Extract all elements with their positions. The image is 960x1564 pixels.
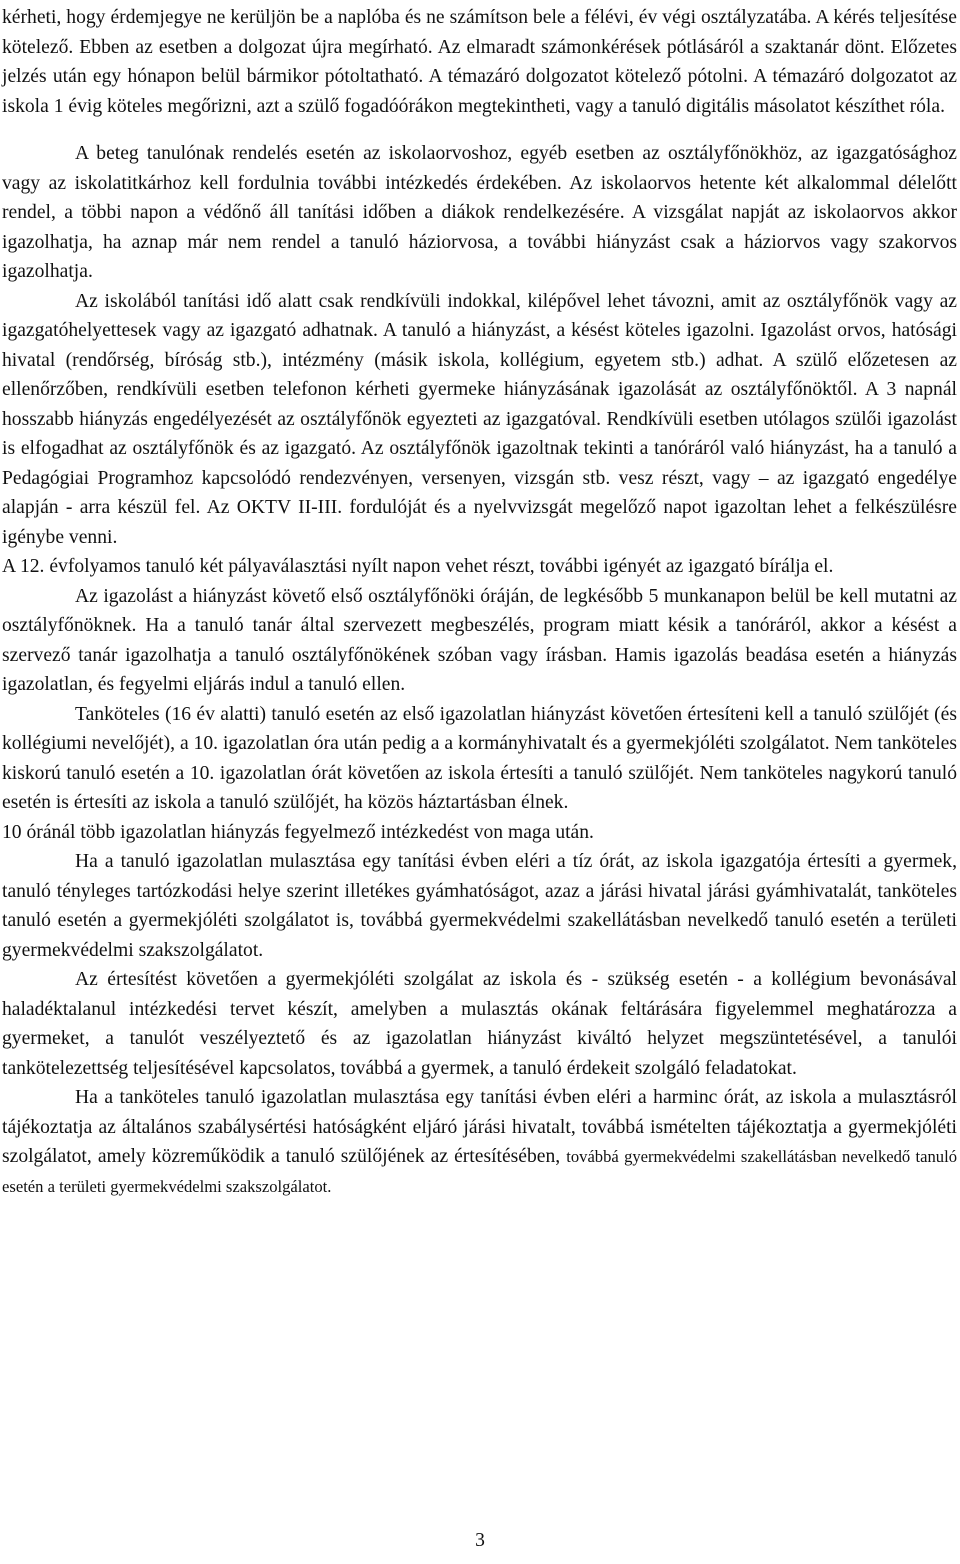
- paragraph-7: 10 óránál több igazolatlan hiányzás fegyelmező intézkedést von maga után.: [2, 821, 594, 843]
- paragraph-1: kérheti, hogy érdemjegye ne kerüljön be a naplóba és ne számítson bele a félévi, év végi osztályzatába. A kérés teljesítése kötelező. Ebben az esetben a dolgozat újra megírható. Az elmaradt számonkérések pótlásáról a szaktanár dönt. Előzetes jelzés után egy hónapon belül bármikor pótoltatható. A témazáró dolgozatot kötelező pótolni. A témazáró dolgozatot az iskola 1 évig köteles megőrizni, azt a szülő fogadóórákon megtekintheti, vagy a tanuló digitális másolatot készíthet róla.: [2, 7, 957, 117]
- paragraph-10-main: Ha a tanköteles tanuló igazolatlan mulasztása egy tanítási évben eléri a harminc órát, az iskola a mulasztásról tájékoztatja az általános szabálysértési hatóságként eljáró járási hivatalt, továbbá ismételten tájékoztatja a gyermekjóléti szolgálatot, amely közreműködik a tanuló szülőjének az értesítésében,: [2, 1087, 957, 1167]
- paragraph-5: Az igazolást a hiányzást követő első osztályfőnöki óráján, de legkésőbb 5 munkanapon belül be kell mutatni az osztályfőnöknek. Ha a tanuló tanár által szervezett megbeszélés, program miatt késik a tanóráról, akkor a késést a szervező tanár igazolhatja a tanuló osztályfőnökének szóban vagy írásban. Hamis igazolás beadása esetén a hiányzás igazolatlan, és fegyelmi eljárás indul a tanuló ellen.: [2, 585, 957, 695]
- paragraph-9: Az értesítést követően a gyermekjóléti szolgálat az iskola és - szükség esetén - a kollégium bevonásával haladéktalanul intézkedési tervet készít, amelyben a mulasztás okának feltárására figyelemmel meghatározza a gyermeket, a tanulót veszélyeztető és az igazolatlan hiányzást kiváltó helyzet megszüntetésével, a tanulói tankötelezettség teljesítésével kapcsolatos, továbbá a gyermek, a tanuló érdekeit szolgáló feladatokat.: [2, 969, 957, 1079]
- paragraph-4: A 12. évfolyamos tanuló két pályaválasztási nyílt napon vehet részt, további igényét az igazgató bírálja el.: [2, 556, 834, 577]
- document-body: [2, 3, 957, 1201]
- paragraph-10-small: továbbá gyermekvédelmi szakellátásban nevelkedő tanuló esetén a területi gyermekvédelmi szakszolgálatot.: [2, 1147, 957, 1196]
- page-number: 3: [475, 1530, 485, 1551]
- paragraph-2: A beteg tanulónak rendelés esetén az iskolaorvoshoz, egyéb esetben az osztályfőnökhöz, az igazgatósághoz vagy az iskolatitkárhoz kell fordulnia további intézkedés érdekében. Az iskolaorvos hetente két alkalommal délelőtt rendel, a többi napon a védőnő áll tanítási időben a diákok rendelkezésére. A vizsgálat napját az iskolaorvos akkor igazolhatja, ha aznap már nem rendel a tanuló háziorvosa, a további hiányzást csak a háziorvos vagy szakorvos igazolhatja.: [2, 143, 957, 282]
- paragraph-6: Tanköteles (16 év alatti) tanuló esetén az első igazolatlan hiányzást követően értesíteni kell a tanuló szülőjét (és kollégiumi nevelőjét), a 10. igazolatlan óra után pedig a a kormányhivatalt és a gyermekjóléti szolgálatot. Nem tanköteles kiskorú tanuló esetén a 10. igazolatlan órát követően az iskola értesíti a tanuló szülőjét. Nem tanköteles nagykorú tanuló esetén is értesíti az iskola a tanuló szülőjét, ha közös háztartásban élnek.: [2, 703, 957, 813]
- paragraph-8: Ha a tanuló igazolatlan mulasztása egy tanítási évben eléri a tíz órát, az iskola igazgatója értesíti a gyermek, tanuló tényleges tartózkodási helye szerint illetékes gyámhatóságot, azaz a járási hivatal járási gyámhivatalát, tanköteles tanuló esetén a gyermekjóléti szolgálatot is, továbbá gyermekvédelmi szakellátásban nevelkedő tanuló esetén a területi gyermekvédelmi szakszolgálatot.: [2, 851, 957, 961]
- paragraph-3: Az iskolából tanítási idő alatt csak rendkívüli indokkal, kilépővel lehet távozni, amit az osztályfőnök vagy az igazgatóhelyettesek vagy az igazgató adhatnak. A tanuló a hiányzást, a késést köteles igazolni. Igazolást orvos, hatósági hivatal (rendőrség, bíróság stb.), intézmény (másik iskola, kollégium, egyetem stb.) adhat. A szülő előzetesen az ellenőrzőben, rendkívüli esetben telefonon kérheti gyermeke hiányzásának igazolását az osztályfőnöktől. A 3 napnál hosszabb hiányzás engedélyezését az osztályfőnök egyezteti az igazgatóval. Rendkívüli esetben utólagos szülői igazolást is elfogadhat az osztályfőnök és az igazgató. Az osztályfőnök igazoltnak tekinti a tanóráról való hiányzást, ha a tanuló a Pedagógiai Programhoz kapcsolódó rendezvényen, versenyen, vizsgán stb. vesz részt, vagy – az igazgató engedélye alapján - arra készül fel. Az OKTV II-III. fordulóját és a nyelvvizsgát megelőző napot igazoltan lehet a felkészülésre igénybe venni.: [2, 290, 957, 548]
- paragraph-10: [2, 1083, 957, 1201]
